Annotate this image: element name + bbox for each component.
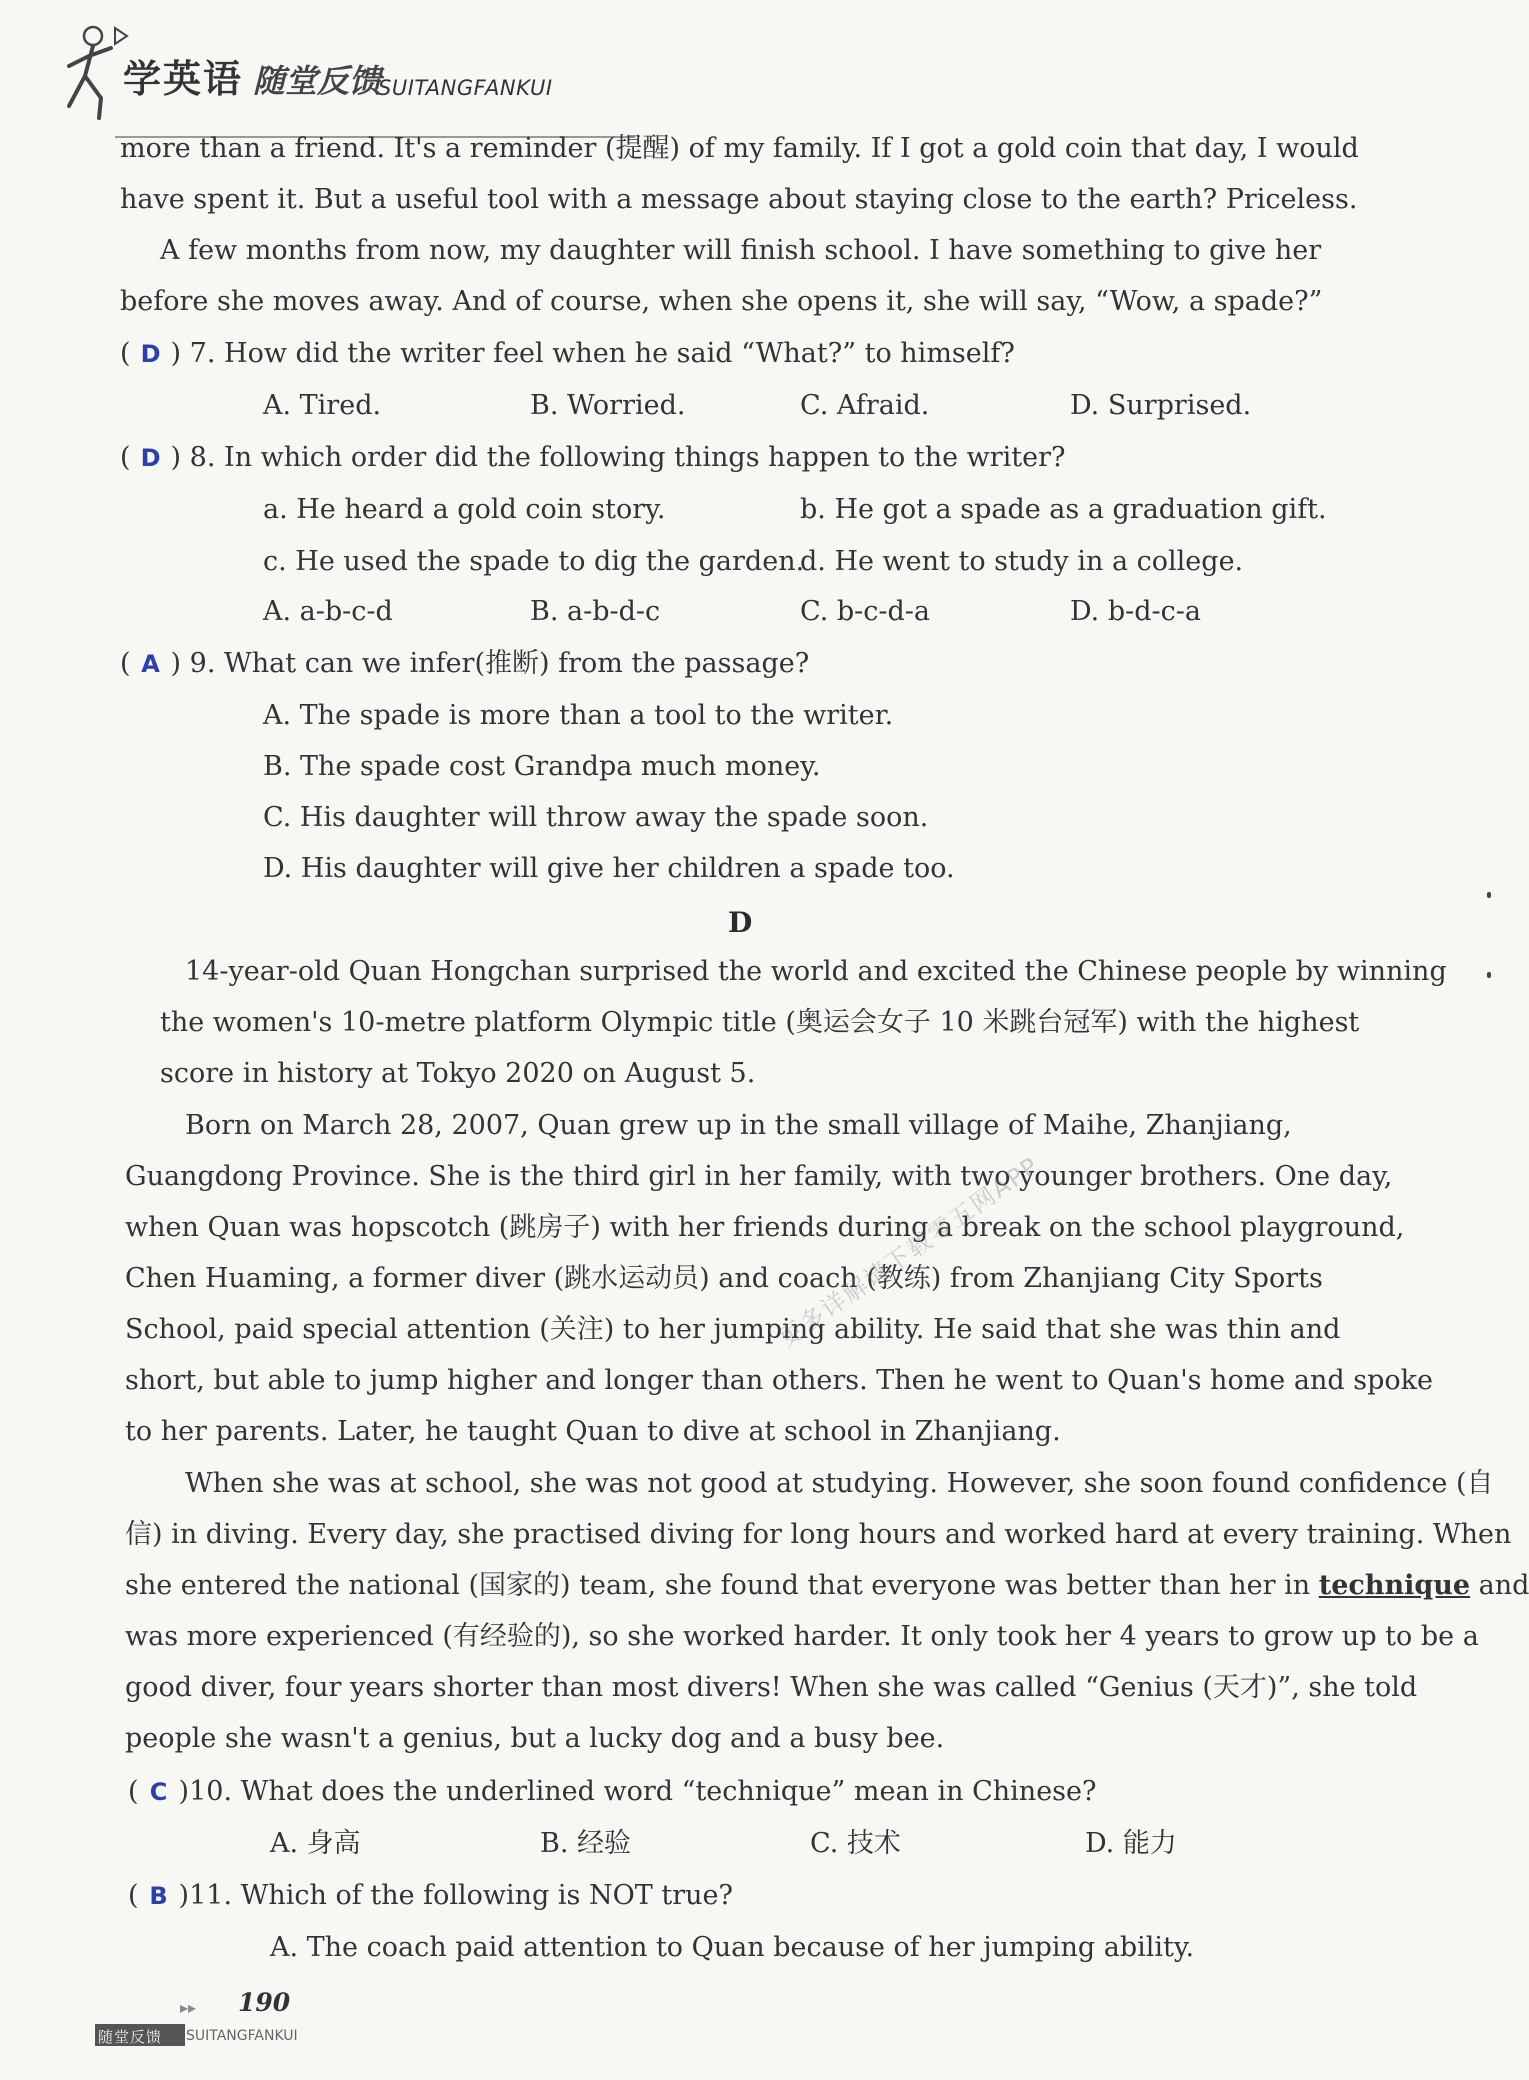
option: B. The spade cost Grandpa much money.: [263, 751, 821, 782]
speck: [1487, 972, 1491, 978]
header-subtitle: 随堂反馈: [253, 62, 382, 100]
question-number: 8.: [189, 442, 216, 473]
passage-line: 14-year-old Quan Hongchan surprised the world and excited the Chinese people by winning: [185, 956, 1447, 987]
passage-line: the women's 10-metre platform Olympic title (奥运会女子 10 米跳台冠军) with the highest: [160, 1007, 1360, 1038]
question-11: ( B )11. Which of the following is NOT true?: [128, 1880, 733, 1911]
option: B. a-b-d-c: [530, 596, 661, 627]
passage-line: Chen Huaming, a former diver (跳水运动员) and coach (教练) from Zhanjiang City Sports: [125, 1263, 1323, 1294]
passage-line: before she moves away. And of course, when she opens it, she will say, “Wow, a spade?”: [120, 286, 1323, 317]
option: A. The spade is more than a tool to the writer.: [263, 700, 894, 731]
passage-line-technique: [125, 1572, 1529, 1599]
passage-line: was more experienced (有经验的), so she worked harder. It only took her 4 years to grow up to be a: [125, 1621, 1479, 1652]
option: D. b-d-c-a: [1070, 596, 1202, 627]
question-text: In which order did the following things happen to the writer?: [224, 442, 1066, 473]
passage-line: Born on March 28, 2007, Quan grew up in the small village of Maihe, Zhanjiang,: [185, 1110, 1292, 1141]
line-text: she entered the national (国家的) team, she found that everyone was better than her in: [125, 1570, 1319, 1601]
option: D. 能力: [1085, 1828, 1177, 1859]
watermark: 更多详解请下载零五网APP: [773, 1151, 1045, 1353]
question-9: ( A ) 9. What can we infer(推断) from the passage?: [120, 648, 810, 679]
question-text: How did the writer feel when he said “What?” to himself?: [224, 338, 1015, 369]
question-text: Which of the following is NOT true?: [240, 1880, 733, 1911]
answer-10: C: [149, 1778, 168, 1806]
option: A. 身高: [270, 1828, 361, 1859]
speck: [1487, 892, 1491, 898]
question-number: 10.: [189, 1776, 233, 1807]
passage-line: short, but able to jump higher and longer than others. Then he went to Quan's home and spoke: [125, 1365, 1433, 1396]
passage-line: good diver, four years shorter than most divers! When she was called “Genius (天才)”, she told: [125, 1672, 1418, 1703]
event: b. He got a spade as a graduation gift.: [800, 494, 1327, 525]
question-number: 9.: [189, 648, 216, 679]
footer-arrows-icon: ▸▸: [180, 1998, 197, 2017]
option: A. Tired.: [263, 390, 382, 421]
section-label: D: [728, 906, 753, 939]
question-number: 11.: [189, 1880, 233, 1911]
option: A. a-b-c-d: [263, 596, 393, 627]
option: A. The coach paid attention to Quan because of her jumping ability.: [270, 1932, 1195, 1963]
passage-line: When she was at school, she was not good at studying. However, she soon found confidence (自: [185, 1468, 1494, 1499]
passage-line: when Quan was hopscotch (跳房子) with her friends during a break on the school playground,: [125, 1212, 1405, 1243]
option: D. His daughter will give her children a spade too.: [263, 853, 955, 884]
option: D. Surprised.: [1070, 390, 1252, 421]
event: a. He heard a gold coin story.: [263, 494, 666, 525]
option: C. Afraid.: [800, 390, 930, 421]
event: d. He went to study in a college.: [800, 546, 1244, 577]
option: B. 经验: [540, 1828, 632, 1859]
event: c. He used the spade to dig the garden.: [263, 546, 805, 577]
passage-line: A few months from now, my daughter will finish school. I have something to give her: [160, 235, 1322, 266]
passage-line: have spent it. But a useful tool with a message about staying close to the earth? Priceless.: [120, 184, 1358, 215]
page-number: 190: [238, 1988, 291, 2017]
footer-label-cn: 随堂反馈: [98, 2028, 163, 2046]
question-number: 7.: [189, 338, 216, 369]
passage-line: more than a friend. It's a reminder (提醒) of my family. If I got a gold coin that day, I would: [120, 133, 1359, 164]
page-header: [55, 18, 615, 123]
passage-line: Guangdong Province. She is the third girl in her family, with two younger brothers. One day,: [125, 1161, 1393, 1192]
question-10: ( C )10. What does the underlined word “technique” mean in Chinese?: [128, 1776, 1097, 1807]
passage-line: people she wasn't a genius, but a lucky dog and a busy bee.: [125, 1723, 945, 1754]
passage-line: score in history at Tokyo 2020 on August 5.: [160, 1058, 756, 1089]
answer-11: B: [149, 1882, 168, 1910]
option: C. His daughter will throw away the spade soon.: [263, 802, 929, 833]
option: C. 技术: [810, 1828, 901, 1859]
header-title: 学英语: [123, 57, 244, 101]
answer-7: D: [140, 340, 161, 368]
passage-line: School, paid special attention (关注) to her jumping ability. He said that she was thin and: [125, 1314, 1341, 1345]
header-subtitle-en: SUITANGFANKUI: [378, 76, 553, 100]
question-7: ( D ) 7. How did the writer feel when he said “What?” to himself?: [120, 338, 1015, 369]
question-text: What can we infer(推断) from the passage?: [224, 648, 810, 679]
option: C. b-c-d-a: [800, 596, 931, 627]
answer-8: D: [140, 444, 161, 472]
footer-label-en: SUITANGFANKUI: [186, 2028, 298, 2044]
question-8: ( D ) 8. In which order did the following things happen to the writer?: [120, 442, 1066, 473]
passage-line: 信) in diving. Every day, she practised diving for long hours and worked hard at every training. When: [125, 1519, 1512, 1550]
passage-line: to her parents. Later, he taught Quan to dive at school in Zhanjiang.: [125, 1416, 1061, 1447]
line-text: and: [1470, 1570, 1529, 1601]
underlined-word: technique: [1318, 1570, 1471, 1601]
question-text: What does the underlined word “technique” mean in Chinese?: [240, 1776, 1097, 1807]
option: B. Worried.: [530, 390, 686, 421]
answer-9: A: [141, 650, 160, 678]
